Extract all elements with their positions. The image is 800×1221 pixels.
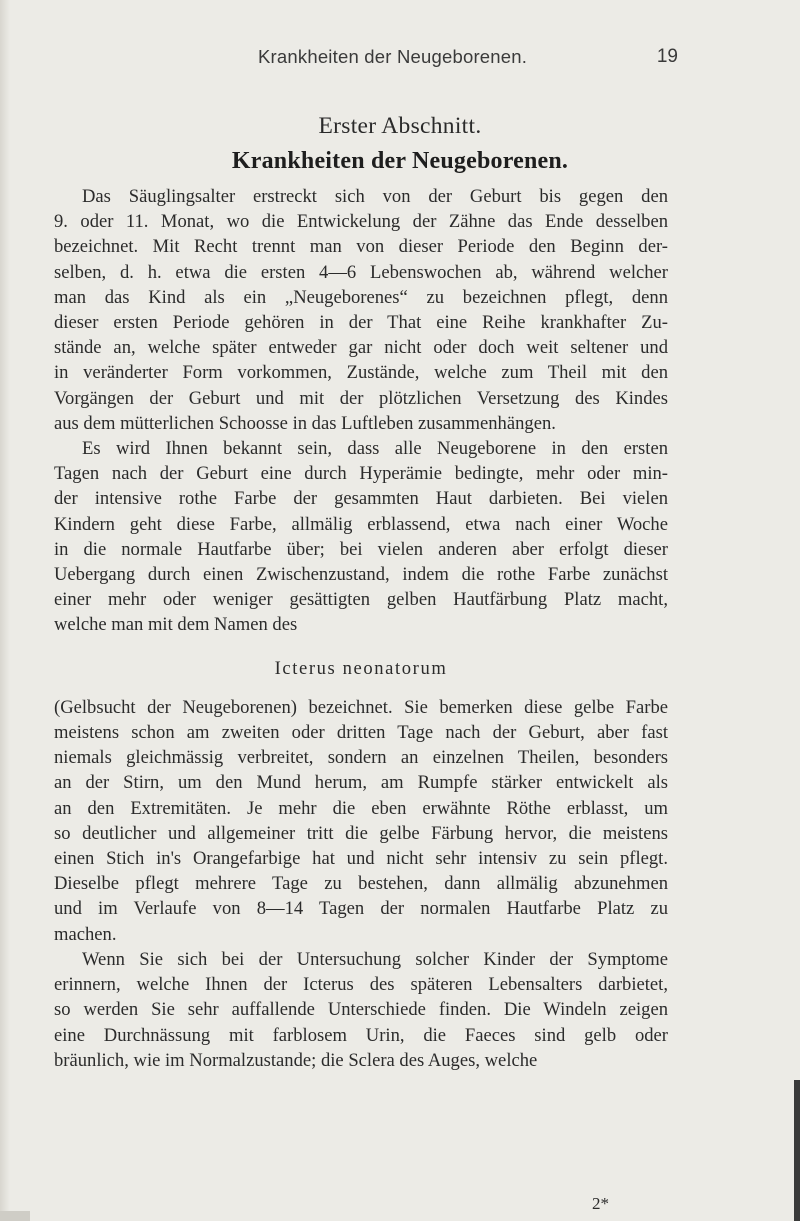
text-line: Wenn Sie sich bei der Untersuchung solcher Kinder der Symptome: [82, 948, 668, 970]
text-line: selben, d. h. etwa die ersten 4—6 Lebenswochen ab, während welcher: [54, 261, 668, 283]
text-line: und im Verlaufe von 8—14 Tagen der normalen Hautfarbe Platz zu: [54, 898, 668, 920]
chapter-title: Krankheiten der Neugeborenen.: [231, 148, 569, 174]
page-left-edge: [0, 0, 10, 1221]
text-line: Vorgängen der Geburt und mit der plötzlichen Versetzung des Kindes: [54, 387, 668, 409]
paragraphs-before: [54, 184, 668, 638]
text-line: Uebergang durch einen Zwischenzustand, indem die rothe Farbe zunächst: [54, 564, 668, 586]
text-line: so werden Sie sehr auffallende Unterschiede finden. Die Windeln zeigen: [54, 999, 668, 1021]
page-right-edge: [794, 1080, 800, 1221]
text-line: Tagen nach der Geburt eine durch Hyperämie bedingte, mehr oder min-: [54, 463, 668, 485]
text-line: der intensive rothe Farbe der gesammten Haut darbieten. Bei vielen: [54, 488, 668, 510]
text-line: bräunlich, wie im Normalzustande; die Sclera des Auges, welche: [54, 1049, 538, 1071]
text-line: an den Extremitäten. Je mehr die eben erwähnte Röthe erblasst, um: [54, 797, 668, 819]
page-header: [258, 46, 678, 76]
term-heading: Icterus neonatorum: [274, 657, 448, 679]
text-line: bezeichnet. Mit Recht trennt man von dieser Periode den Beginn der-: [54, 236, 668, 258]
text-line: man das Kind als ein „Neugeborenes“ zu bezeichnen pflegt, denn: [54, 286, 668, 308]
text-line: so deutlicher und allgemeiner tritt die gelbe Färbung hervor, die meistens: [54, 822, 668, 844]
text-line: meistens schon am zweiten oder dritten Tage nach der Geburt, aber fast: [54, 722, 668, 744]
text-line: einer mehr oder weniger gesättigten gelben Hautfärbung Platz macht,: [54, 589, 668, 611]
text-line: stände an, welche später entweder gar nicht oder doch weit seltener und: [54, 337, 668, 359]
text-line: Dieselbe pflegt mehrere Tage zu bestehen, dann allmälig abzunehmen: [54, 873, 668, 895]
text-line: Es wird Ihnen bekannt sein, dass alle Neugeborene in den ersten: [82, 438, 668, 460]
running-head: Krankheiten der Neugeborenen.: [258, 46, 528, 67]
text-line: niemals gleichmässig verbreitet, sondern an einzelnen Theilen, besonders: [54, 747, 668, 769]
text-line: (Gelbsucht der Neugeborenen) bezeichnet. Sie bemerken diese gelbe Farbe: [54, 696, 668, 718]
text-line: aus dem mütterlichen Schoosse in das Luftleben zusammenhängen.: [54, 412, 556, 434]
text-line: 9. oder 11. Monat, wo die Entwickelung der Zähne das Ende desselben: [54, 211, 668, 233]
text-line: an der Stirn, um den Mund herum, am Rumpfe stärker entwickelt als: [54, 772, 668, 794]
text-line: Kindern geht diese Farbe, allmälig erblassend, etwa nach einer Woche: [54, 513, 668, 535]
text-line: erinnern, welche Ihnen der Icterus des späteren Lebensalters darbietet,: [54, 974, 668, 996]
paragraph: [54, 695, 668, 947]
text-line: in die normale Hautfarbe über; bei vielen anderen aber erfolgt dieser: [54, 538, 668, 560]
text-line: einen Stich in's Orangefarbige hat und nicht sehr intensiv zu sein pflegt.: [54, 848, 668, 870]
text-line: Das Säuglingsalter erstreckt sich von der Geburt bis gegen den: [82, 186, 668, 207]
paragraph: [54, 436, 668, 638]
text-line: in veränderter Form vorkommen, Zustände, welche zum Theil mit den: [54, 362, 668, 384]
text-line: machen.: [54, 923, 117, 945]
paragraphs-after: [54, 695, 668, 1073]
text-line: dieser ersten Periode gehören in der That eine Reihe krankhafter Zu-: [54, 312, 668, 334]
section-title: Erster Abschnitt.: [318, 113, 482, 139]
page-bottom-edge: [0, 1211, 30, 1221]
text-line: welche man mit dem Namen des: [54, 614, 298, 636]
page-number: 19: [656, 46, 678, 67]
text-line: eine Durchnässung mit farblosem Urin, die Faeces sind gelb oder: [54, 1024, 668, 1046]
body-text: [54, 184, 668, 1073]
paragraph: [54, 947, 668, 1073]
signature-mark: 2*: [592, 1194, 609, 1213]
paragraph: [54, 184, 668, 436]
